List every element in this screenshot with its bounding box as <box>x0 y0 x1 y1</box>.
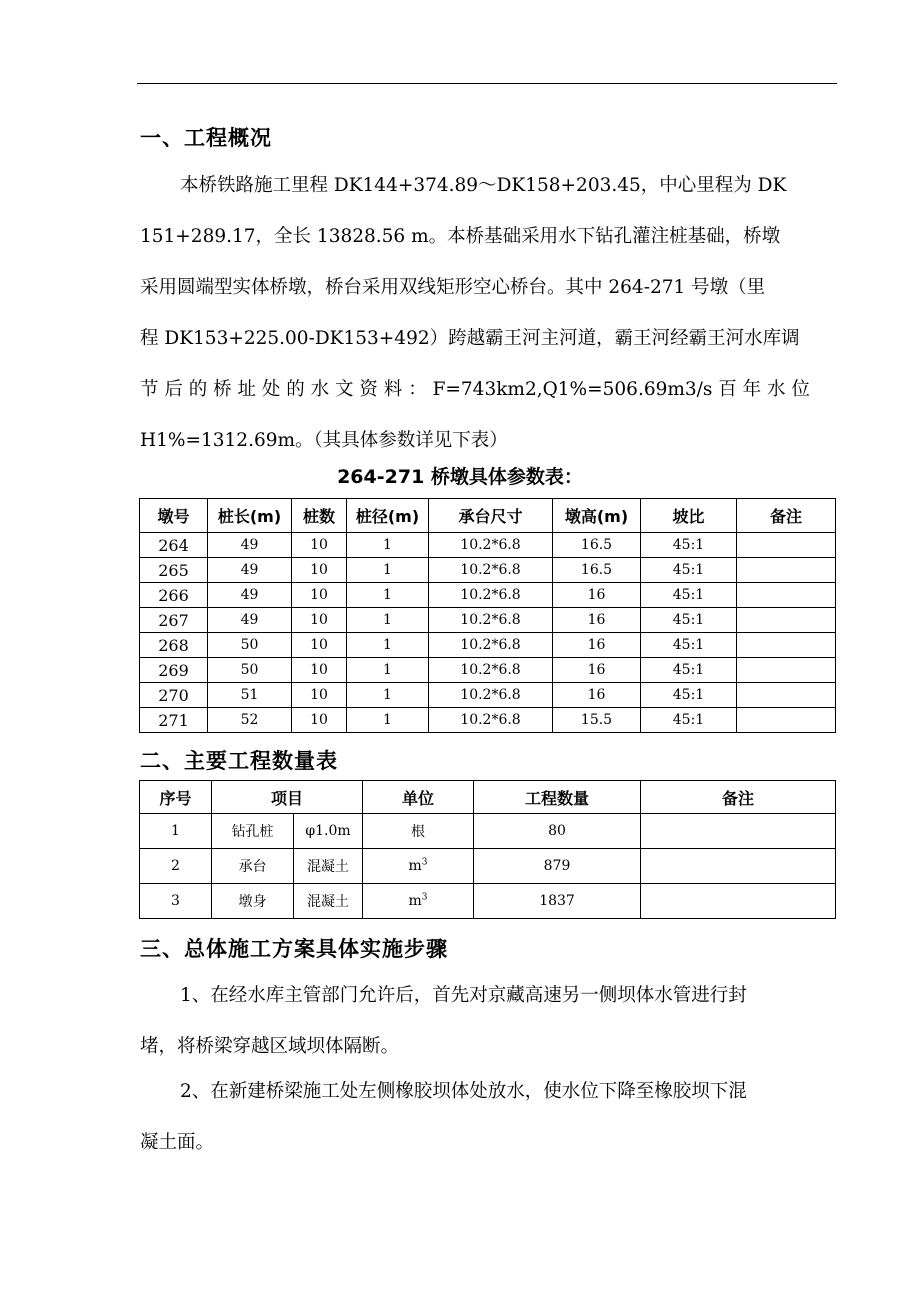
table-cell: 271 <box>140 708 208 733</box>
table-cell: 2 <box>140 849 212 884</box>
table-cell: 1837 <box>474 884 641 919</box>
section-1-heading: 一、工程概况 <box>140 126 272 150</box>
table-cell: 268 <box>140 633 208 658</box>
table-cell: 80 <box>474 814 641 849</box>
unit-superscript: 3 <box>421 892 428 903</box>
table-cell: 270 <box>140 683 208 708</box>
table-cell: 10 <box>292 608 347 633</box>
header-cell: 墩号 <box>140 499 208 533</box>
table-cell <box>737 708 836 733</box>
table-cell: 16 <box>553 683 641 708</box>
body-line: 本桥铁路施工里程 DK144+374.89～DK158+203.45，中心里程为 DK <box>180 175 787 196</box>
table-cell <box>363 884 474 919</box>
header-cell: 序号 <box>140 781 212 814</box>
body-line: 2、在新建桥梁施工处左侧橡胶坝体处放水，使水位下降至橡胶坝下混 <box>180 1081 747 1102</box>
table-header-row <box>140 499 836 533</box>
table-row <box>140 708 836 733</box>
table-row <box>140 633 836 658</box>
table-cell <box>737 608 836 633</box>
table-cell: 10.2*6.8 <box>429 633 553 658</box>
table-cell <box>737 533 836 558</box>
header-cell: 墩高(m) <box>553 499 641 533</box>
table-cell: 49 <box>208 608 292 633</box>
table-cell: 45:1 <box>641 583 737 608</box>
unit-text: m <box>408 893 422 909</box>
body-line: 1、在经水库主管部门允许后，首先对京藏高速另一侧坝体水管进行封 <box>180 985 747 1006</box>
table-cell: 50 <box>208 658 292 683</box>
table-cell: 15.5 <box>553 708 641 733</box>
table-cell <box>737 633 836 658</box>
table-cell: 1 <box>140 814 212 849</box>
table-row <box>140 683 836 708</box>
table-cell: 16 <box>553 658 641 683</box>
body-line: 节 后 的 桥 址 处 的 水 文 资 料 ： F=743km2,Q1%=506.69m3/s 百 年 水 位 <box>140 379 810 400</box>
table-cell: 10 <box>292 558 347 583</box>
table-cell <box>641 884 836 919</box>
table-cell: 45:1 <box>641 708 737 733</box>
table-cell: 10 <box>292 533 347 558</box>
table-row <box>140 608 836 633</box>
body-line: 程 DK153+225.00-DK153+492）跨越霸王河主河道，霸王河经霸王河水库调 <box>140 328 800 349</box>
header-cell: 坡比 <box>641 499 737 533</box>
table-cell: 混凝土 <box>294 849 363 884</box>
table-cell: 1 <box>347 633 429 658</box>
table-row <box>140 583 836 608</box>
table-cell: 49 <box>208 558 292 583</box>
header-cell: 工程数量 <box>474 781 641 814</box>
header-cell: 桩数 <box>292 499 347 533</box>
table-cell: 钻孔桩 <box>212 814 294 849</box>
table-cell: 45:1 <box>641 533 737 558</box>
table-row <box>140 884 836 919</box>
table-cell: 45:1 <box>641 558 737 583</box>
table-cell: φ1.0m <box>294 814 363 849</box>
section-1-body <box>140 160 837 466</box>
table-cell: 10.2*6.8 <box>429 608 553 633</box>
table-cell: 10.2*6.8 <box>429 708 553 733</box>
table-cell: 10 <box>292 708 347 733</box>
table-cell: 51 <box>208 683 292 708</box>
table-cell: 52 <box>208 708 292 733</box>
table-cell <box>363 849 474 884</box>
table-cell: 16 <box>553 583 641 608</box>
table-cell: 1 <box>347 608 429 633</box>
header-cell: 项目 <box>212 781 363 814</box>
section-2-heading: 二、主要工程数量表 <box>140 749 338 773</box>
table-cell: 264 <box>140 533 208 558</box>
pier-parameter-table <box>139 498 836 733</box>
table-cell: 10.2*6.8 <box>429 683 553 708</box>
table-cell: 1 <box>347 583 429 608</box>
table-cell: 45:1 <box>641 633 737 658</box>
table-cell: 45:1 <box>641 683 737 708</box>
body-line: 151+289.17，全长 13828.56 m。本桥基础采用水下钻孔灌注桩基础，桥墩 <box>140 226 781 247</box>
table-cell: 45:1 <box>641 608 737 633</box>
table-cell: 承台 <box>212 849 294 884</box>
table-cell: 1 <box>347 658 429 683</box>
header-cell: 备注 <box>737 499 836 533</box>
table-cell: 49 <box>208 533 292 558</box>
table-row <box>140 658 836 683</box>
unit-superscript: 3 <box>421 857 428 868</box>
table-cell <box>363 814 474 849</box>
table-cell: 墩身 <box>212 884 294 919</box>
header-cell: 桩径(m) <box>347 499 429 533</box>
table-cell: 10.2*6.8 <box>429 583 553 608</box>
header-cell: 桩长(m) <box>208 499 292 533</box>
table-cell: 266 <box>140 583 208 608</box>
table-cell: 269 <box>140 658 208 683</box>
table-cell: 1 <box>347 533 429 558</box>
table-cell <box>737 658 836 683</box>
table-cell: 10.2*6.8 <box>429 558 553 583</box>
step-1 <box>140 970 837 1072</box>
table-cell: 265 <box>140 558 208 583</box>
table-row <box>140 849 836 884</box>
header-cell: 备注 <box>641 781 836 814</box>
header-rule <box>137 83 837 84</box>
table-cell: 3 <box>140 884 212 919</box>
table-cell: 10.2*6.8 <box>429 658 553 683</box>
body-line: 采用圆端型实体桥墩，桥台采用双线矩形空心桥台。其中 264-271 号墩（里 <box>140 277 766 298</box>
body-line: 堵，将桥梁穿越区域坝体隔断。 <box>140 1036 400 1057</box>
table-cell <box>641 814 836 849</box>
table-cell <box>641 849 836 884</box>
unit-text: 根 <box>411 824 426 840</box>
body-line: 凝土面。 <box>140 1132 215 1153</box>
table-cell: 1 <box>347 683 429 708</box>
table-cell: 16.5 <box>553 558 641 583</box>
quantity-table <box>139 780 836 919</box>
table-cell <box>737 683 836 708</box>
table-cell: 879 <box>474 849 641 884</box>
table-cell <box>737 558 836 583</box>
table-cell: 10.2*6.8 <box>429 533 553 558</box>
body-line: H1%=1312.69m。（其具体参数详见下表） <box>140 430 508 451</box>
table-cell: 49 <box>208 583 292 608</box>
table-cell: 16.5 <box>553 533 641 558</box>
table-cell <box>737 583 836 608</box>
table-cell: 16 <box>553 608 641 633</box>
header-cell: 承台尺寸 <box>429 499 553 533</box>
table-cell: 45:1 <box>641 658 737 683</box>
pier-table-caption: 264-271 桥墩具体参数表： <box>337 466 583 488</box>
table-cell: 10 <box>292 658 347 683</box>
table-header-row <box>140 781 836 814</box>
unit-text: m <box>408 858 422 874</box>
table-row <box>140 533 836 558</box>
section-3-heading: 三、总体施工方案具体实施步骤 <box>140 937 448 961</box>
header-cell: 单位 <box>363 781 474 814</box>
table-cell: 50 <box>208 633 292 658</box>
table-cell: 16 <box>553 633 641 658</box>
step-2 <box>140 1066 837 1168</box>
table-cell: 1 <box>347 558 429 583</box>
table-cell: 267 <box>140 608 208 633</box>
table-cell: 1 <box>347 708 429 733</box>
table-cell: 混凝土 <box>294 884 363 919</box>
table-row <box>140 814 836 849</box>
table-cell: 10 <box>292 683 347 708</box>
table-cell: 10 <box>292 583 347 608</box>
table-cell: 10 <box>292 633 347 658</box>
table-row <box>140 558 836 583</box>
